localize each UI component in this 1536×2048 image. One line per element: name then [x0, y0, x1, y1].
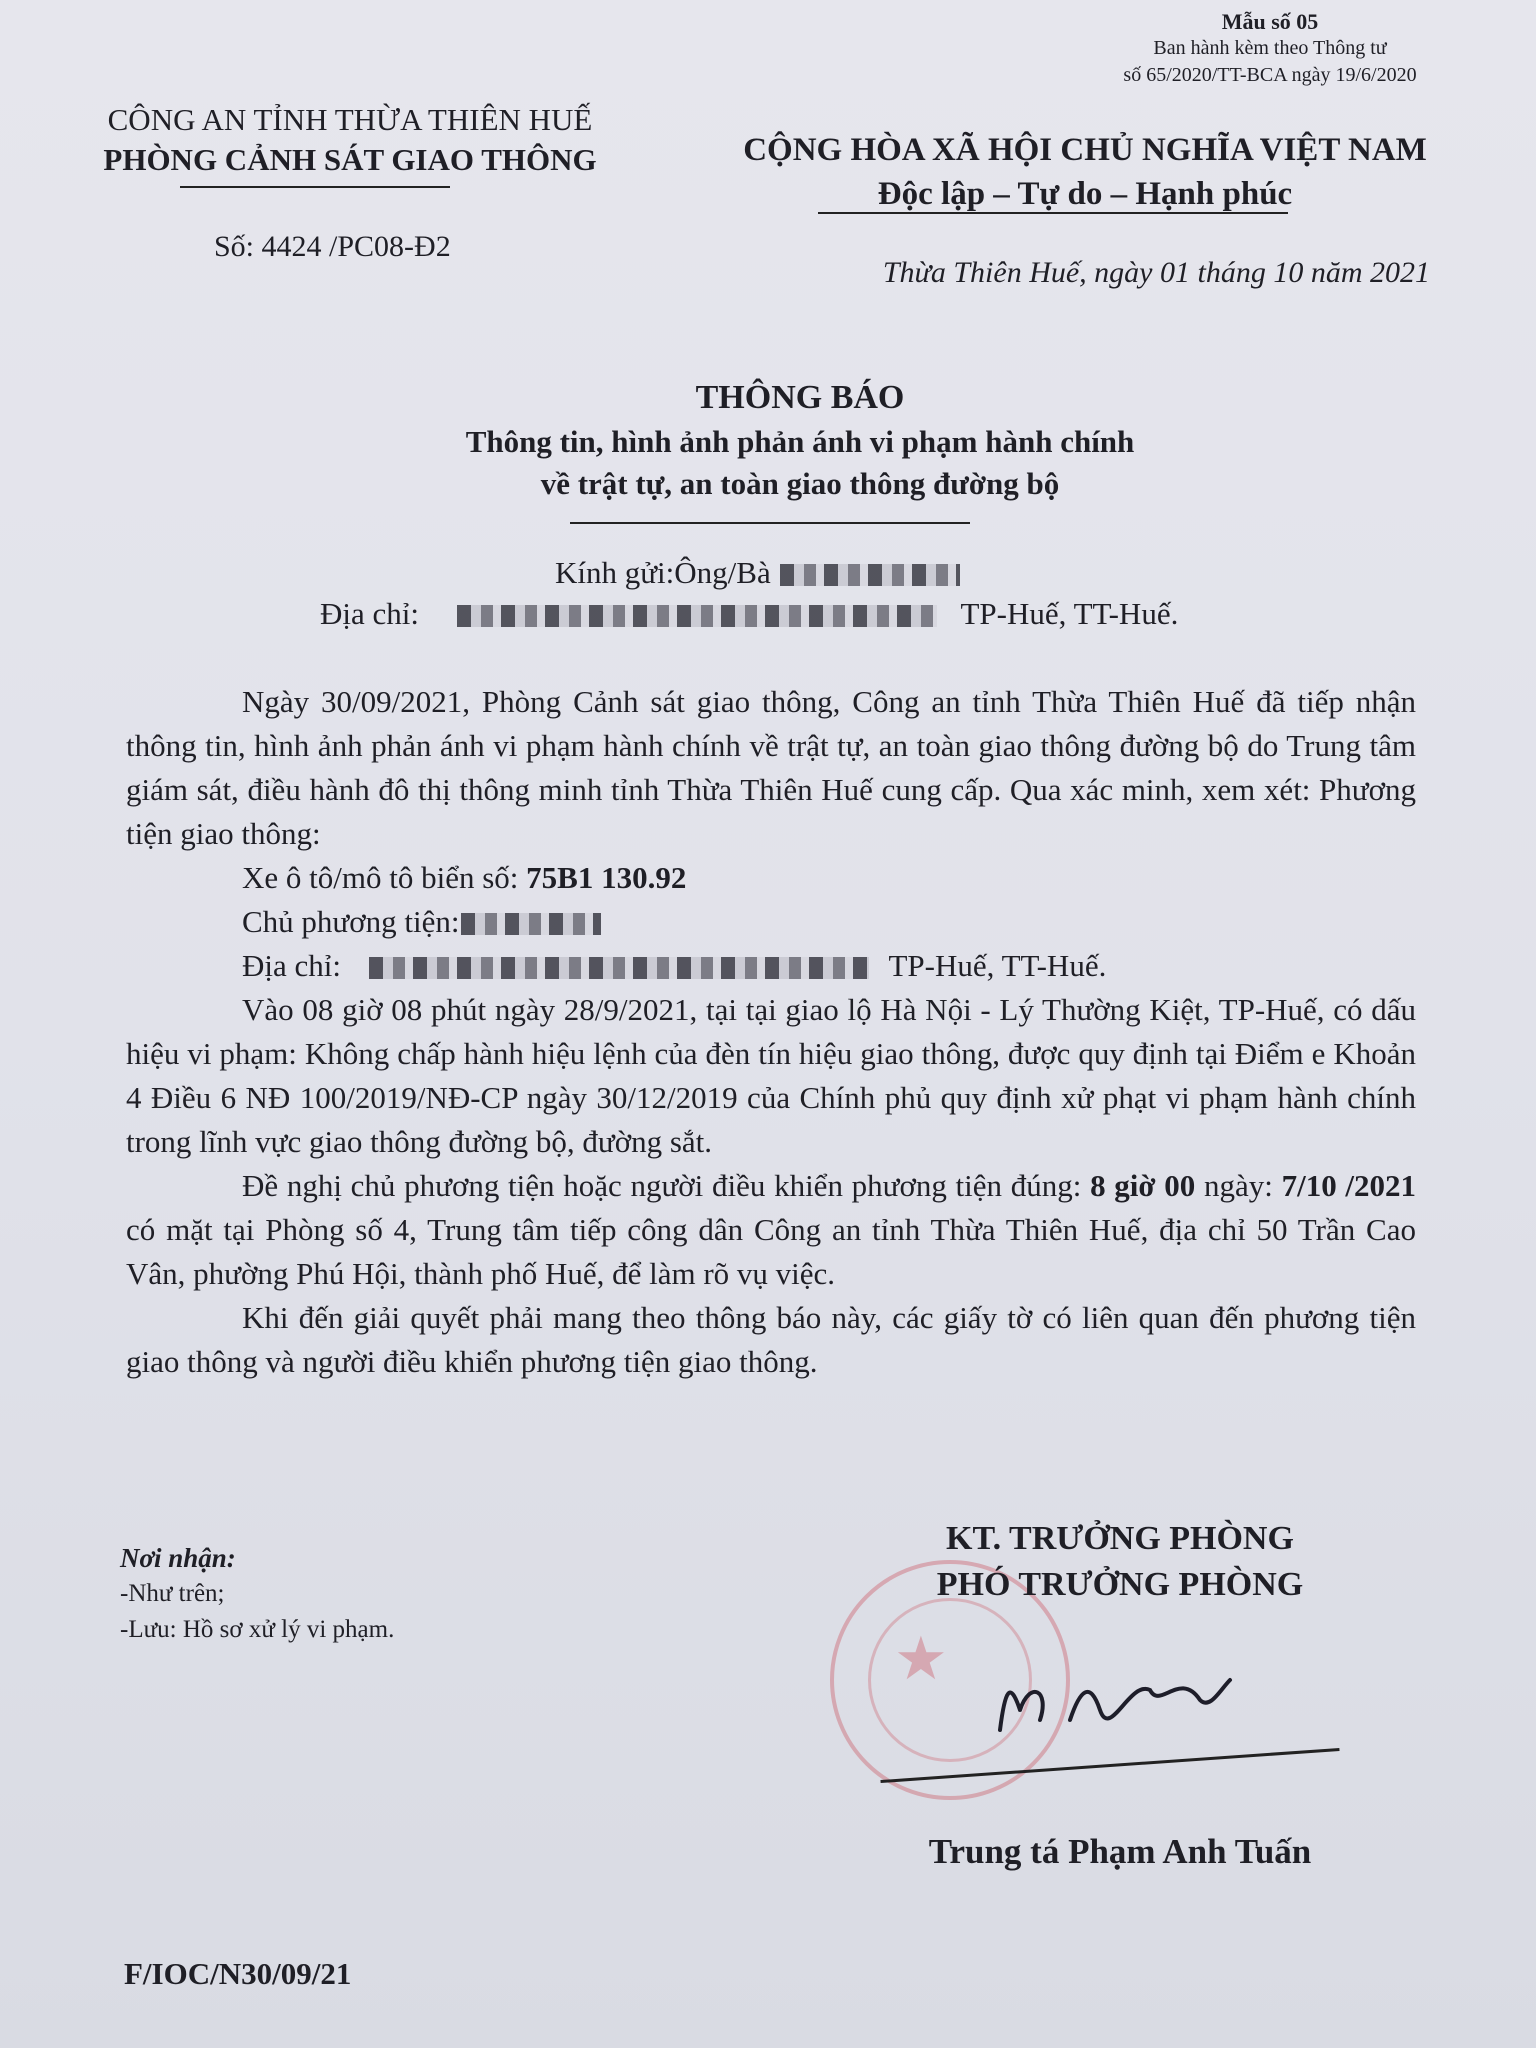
official-seal-icon: ★	[830, 1560, 1070, 1800]
document-number: Số: 4424 /PC08-Đ2	[214, 230, 451, 263]
agency-underline	[180, 186, 450, 188]
agency-parent: CÔNG AN TỈNH THỪA THIÊN HUẾ	[107, 102, 593, 137]
recipient-address-line	[320, 596, 1178, 632]
request-text-1: Đề nghị chủ phương tiện hoặc người điều khiển phương tiện đúng:	[242, 1168, 1091, 1203]
paragraph-received: Ngày 30/09/2021, Phòng Cảnh sát giao thông, Công an tỉnh Thừa Thiên Huế đã tiếp nhận thông tin, hình ảnh phản ánh vi phạm hành chính về trật tự, an toàn giao thông đường bộ do Trung tâm giám sát, điều hành đô thị thông minh tỉnh Thừa Thiên Huế cung cấp. Qua xác minh, xem xét: Phương tiện giao thông:	[126, 684, 1416, 851]
vehicle-plate-line	[126, 856, 1416, 900]
notice-title-block	[300, 375, 1300, 505]
national-motto-block	[680, 128, 1490, 216]
title-underline	[570, 522, 970, 524]
vehicle-owner-label: Chủ phương tiện:	[242, 904, 460, 939]
signatory-name: Trung tá Phạm Anh Tuấn	[928, 1832, 1312, 1871]
paragraph-instructions: Khi đến giải quyết phải mang theo thông báo này, các giấy tờ có liên quan đến phương tiện giao thông và người điều khiển phương tiện giao thông.	[126, 1300, 1416, 1379]
paragraph-violation: Vào 08 giờ 08 phút ngày 28/9/2021, tại tại giao lộ Hà Nội - Lý Thường Kiệt, TP-Huế, có dấu hiệu vi phạm: Không chấp hành hiệu lệnh của đèn tín hiệu giao thông, được quy định tại Điểm e Khoản 4 Điều 6 NĐ 100/2019/NĐ-CP ngày 30/12/2019 của Chính phủ quy định xử phạt vi phạm hành chính trong lĩnh vực giao thông đường bộ, đường sắt.	[126, 992, 1416, 1159]
vehicle-plate-label: Xe ô tô/mô tô biển số:	[242, 860, 527, 895]
national-motto: Độc lập – Tự do – Hạnh phúc	[877, 176, 1293, 212]
recipient-address-city: TP-Huế, TT-Huế.	[960, 596, 1179, 631]
notice-title: THÔNG BÁO	[695, 379, 905, 416]
form-number: Mẫu số 05	[1221, 9, 1319, 34]
recipient-line	[555, 555, 962, 591]
national-title: CỘNG HÒA XÃ HỘI CHỦ NGHĨA VIỆT NAM	[743, 132, 1427, 168]
handwritten-signature-icon	[980, 1650, 1260, 1760]
request-text-2: ngày:	[1195, 1168, 1282, 1203]
paragraph-request	[126, 1164, 1416, 1296]
notice-body	[126, 680, 1416, 1384]
recipients-heading: Nơi nhận:	[120, 1543, 236, 1573]
signatory-title-1: KT. TRƯỞNG PHÒNG	[946, 1520, 1294, 1557]
motto-underline	[818, 212, 1288, 214]
agency-name: PHÒNG CẢNH SÁT GIAO THÔNG	[103, 142, 597, 177]
signatory-title-block	[860, 1516, 1380, 1608]
vehicle-plate: 75B1 130.92	[526, 860, 687, 895]
redacted-address	[457, 605, 937, 627]
document-date: Thừa Thiên Huế, ngày 01 tháng 10 năm 2021	[882, 256, 1430, 289]
issuing-agency-block	[60, 100, 640, 180]
recipients-list	[120, 1540, 394, 1648]
recipient-address-label: Địa chỉ:	[320, 596, 419, 631]
form-issued-line-1: Ban hành kèm theo Thông tư	[1153, 37, 1387, 59]
signatory-title-2: PHÓ TRƯỞNG PHÒNG	[936, 1566, 1304, 1603]
redacted-owner	[461, 913, 601, 935]
appointment-date: 7/10 /2021	[1281, 1168, 1417, 1203]
redacted-owner-address	[369, 957, 869, 979]
vehicle-owner-line	[126, 900, 1416, 944]
owner-address-label: Địa chỉ:	[242, 948, 341, 983]
recipient-label: Kính gửi:Ông/Bà	[555, 555, 771, 590]
form-issued-line-2: số 65/2020/TT-BCA ngày 19/6/2020	[1123, 64, 1417, 86]
appointment-time: 8 giờ 00	[1090, 1168, 1196, 1203]
redacted-name	[780, 564, 960, 586]
request-text-3: có mặt tại Phòng số 4, Trung tâm tiếp công dân Công an tỉnh Thừa Thiên Huế, địa chỉ 50 Trần Cao Vân, phường Phú Hội, thành phố Huế, để làm rõ vụ việc.	[126, 1212, 1416, 1291]
notice-subtitle-2: về trật tự, an toàn giao thông đường bộ	[540, 466, 1060, 501]
footer-reference-code: F/IOC/N30/09/21	[124, 1956, 352, 1991]
form-number-block	[1060, 8, 1480, 89]
recipients-item-1: -Như trên;	[120, 1580, 225, 1607]
owner-address-city: TP-Huế, TT-Huế.	[888, 948, 1107, 983]
recipients-item-2: -Lưu: Hồ sơ xử lý vi phạm.	[120, 1616, 395, 1643]
notice-subtitle-1: Thông tin, hình ảnh phản ánh vi phạm hành chính	[465, 424, 1135, 459]
owner-address-line	[126, 944, 1416, 988]
